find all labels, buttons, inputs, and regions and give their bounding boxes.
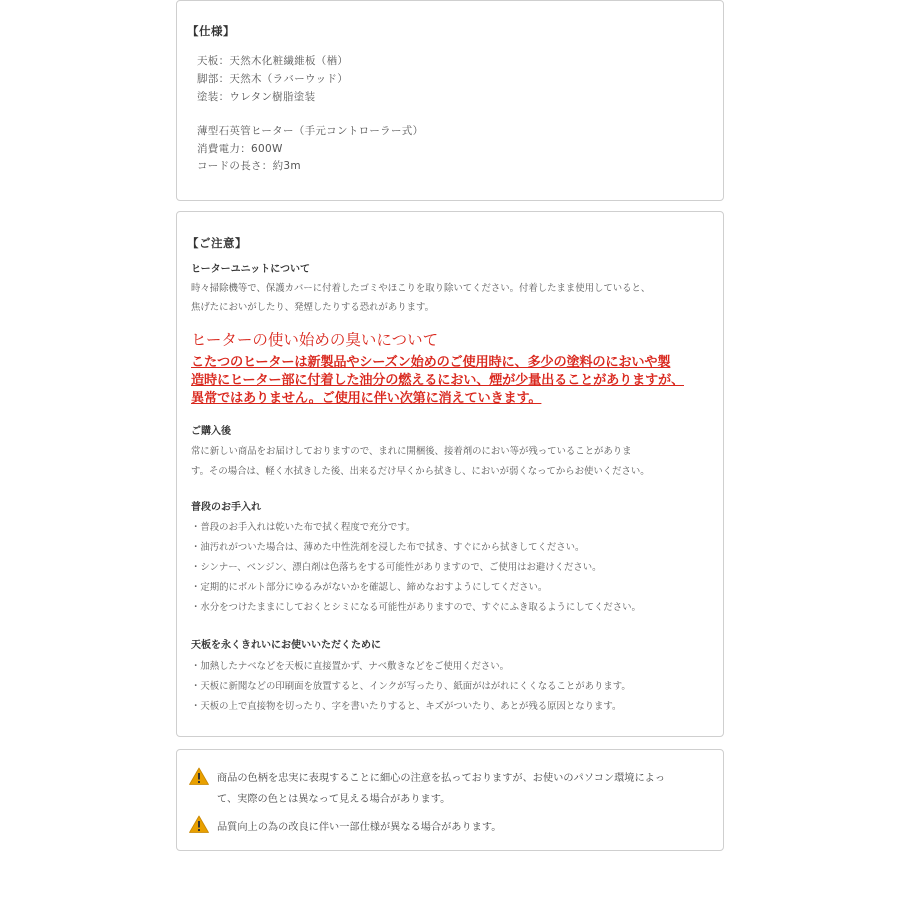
- spec-line: 天板：天然木化粧繊維板（楢）: [197, 55, 349, 67]
- smell-text: 異常ではありません。ご使用に伴い次第に消えていきます。: [191, 391, 542, 406]
- notice-text: 商品の色柄を忠実に表現することに細心の注意を払っておりますが、お使いのパソコン環境によっ: [217, 773, 666, 784]
- care-title: 普段のお手入れ: [191, 502, 261, 513]
- heater-unit-text: 時々掃除機等で、保護カバーに付着したゴミやほこりを取り除いてください。付着したまま使用していると、: [191, 283, 651, 294]
- tabletop-care-item: ・加熱したナベなどを天板に直接置かず、ナベ敷きなどをご使用ください。: [191, 661, 510, 672]
- care-item: ・普段のお手入れは乾いた布で拭く程度で充分です。: [191, 522, 416, 533]
- heater-unit-text: 焦げたにおいがしたり、発煙したりする恐れがあります。: [191, 302, 435, 313]
- spec-section: [176, 0, 724, 201]
- spec-line: 塗装：ウレタン樹脂塗装: [197, 91, 316, 103]
- tabletop-care-title: 天板を永くきれいにお使いいただくために: [191, 640, 381, 651]
- smell-title: ヒーターの使い始めの臭いについて: [191, 331, 439, 349]
- smell-text: こたつのヒーターは新製品やシーズン始めのご使用時に、多少の塗料のにおいや製: [191, 355, 671, 370]
- notice-text: て、実際の色とは異なって見える場合があります。: [217, 794, 451, 805]
- warning-icon: [189, 767, 209, 785]
- smell-text: 造時にヒーター部に付着した油分の燃えるにおい、煙が少量出ることがありますが、: [191, 373, 684, 388]
- spec-line: 消費電力：600W: [197, 143, 283, 155]
- purchase-text: 常に新しい商品をお届けしておりますので、まれに開梱後、接着剤のにおい等が残っていることがありま: [191, 446, 632, 457]
- warning-icon: [189, 815, 209, 833]
- care-item: ・水分をつけたままにしておくとシミになる可能性がありますので、すぐにふき取るようにしてください。: [191, 602, 641, 613]
- spec-heading: 【仕様】: [187, 24, 235, 38]
- tabletop-care-item: ・天板に新聞などの印刷面を放置すると、インクが写ったり、紙面がはがれにくくなることがあります。: [191, 681, 631, 692]
- caution-section: [176, 211, 724, 737]
- heater-unit-title: ヒーターユニットについて: [191, 264, 310, 275]
- spec-line: コードの長さ：約3m: [197, 160, 301, 172]
- spec-line: 薄型石英管ヒーター（手元コントローラー式）: [197, 125, 424, 137]
- care-item: ・シンナー、ベンジン、漂白剤は色落ちをする可能性がありますので、ご使用はお避けください。: [191, 562, 602, 573]
- tabletop-care-item: ・天板の上で直接物を切ったり、字を書いたりすると、キズがついたり、あとが残る原因となります。: [191, 701, 622, 712]
- notice-text: 品質向上の為の改良に伴い一部仕様が異なる場合があります。: [217, 822, 502, 833]
- caution-heading: 【ご注意】: [187, 236, 247, 250]
- purchase-text: す。その場合は、軽く水拭きした後、出来るだけ早くから拭きし、においが弱くなってからお使いください。: [191, 466, 650, 477]
- care-item: ・定期的にボルト部分にゆるみがないかを確認し、締めなおすようにしてください。: [191, 582, 548, 593]
- notice-section: [176, 749, 724, 851]
- purchase-title: ご購入後: [191, 426, 231, 437]
- care-item: ・油汚れがついた場合は、薄めた中性洗剤を浸した布で拭き、すぐにから拭きしてください。: [191, 542, 585, 553]
- spec-line: 脚部：天然木（ラバーウッド）: [197, 73, 348, 85]
